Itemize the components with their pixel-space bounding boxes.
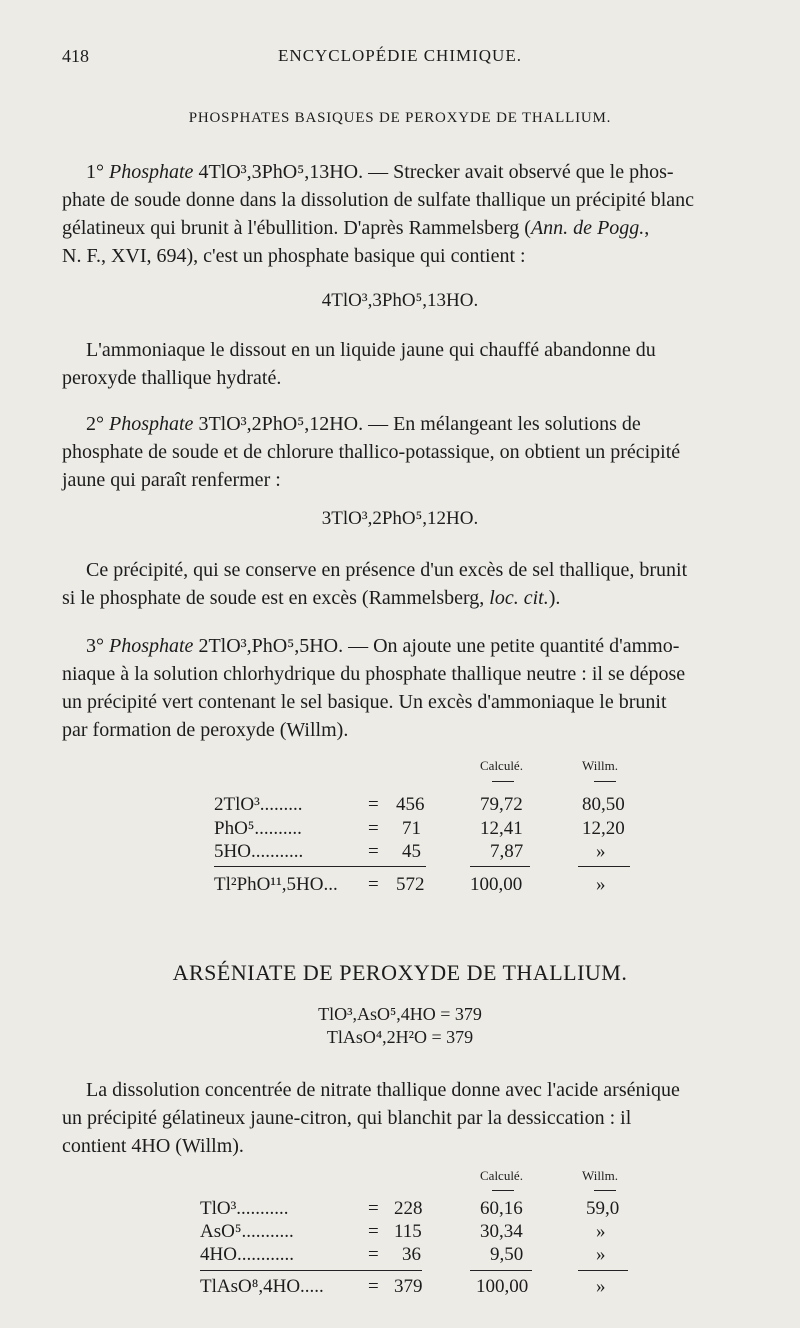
calculated-value: 100,00 bbox=[470, 874, 523, 895]
weight-value: 379 bbox=[394, 1276, 423, 1297]
paragraph-line bbox=[62, 410, 780, 438]
equals-sign: = bbox=[368, 841, 379, 862]
header-dash bbox=[492, 1190, 514, 1191]
paragraph-phosphate-3 bbox=[62, 632, 780, 744]
paragraph-line: L'ammoniaque le dissout en un liquide jaune qui chauffé abandonne du bbox=[86, 339, 656, 361]
equals-sign: = bbox=[368, 818, 379, 839]
text-span: — En mélangeant les solutions de bbox=[368, 413, 641, 435]
section-title-arseniate: ARSÉNIATE DE PEROXYDE DE THALLIUM. bbox=[172, 960, 628, 985]
paragraph-phosphate-2 bbox=[62, 410, 780, 494]
paragraph-line: phosphate de soude et de chlorure thallico-potassique, on obtient un précipité bbox=[62, 441, 681, 463]
item-number: 1° bbox=[86, 161, 104, 183]
formula-inline: 3TlO³,2PhO⁵,12HO. bbox=[198, 413, 364, 435]
text-span: ). bbox=[548, 587, 561, 609]
text-span: — Strecker avait observé que le phos- bbox=[368, 161, 674, 183]
formula-inline: 4TlO³,3PhO⁵,13HO. bbox=[198, 161, 364, 183]
item-number: 2° bbox=[86, 413, 104, 435]
header-dash bbox=[594, 781, 616, 782]
row-label: TlO³........... bbox=[200, 1198, 289, 1219]
item-number: 3° bbox=[86, 635, 104, 657]
row-label: PhO⁵.......... bbox=[214, 818, 302, 839]
row-label: Tl²PhO¹¹,5HO... bbox=[214, 874, 338, 895]
measured-value: » bbox=[596, 1221, 606, 1242]
paragraph-arseniate bbox=[62, 1076, 780, 1160]
column-header-willm: Willm. bbox=[582, 758, 618, 773]
text-span: gélatineux qui brunit à l'ébullition. D'après Rammelsberg ( bbox=[62, 217, 531, 239]
calculated-value: 7,87 bbox=[490, 841, 524, 862]
equals-sign: = bbox=[368, 1221, 379, 1242]
row-label: AsO⁵........... bbox=[200, 1221, 294, 1242]
equals-sign: = bbox=[368, 874, 379, 895]
header-dash bbox=[594, 1190, 616, 1191]
compound-name: Phosphate bbox=[109, 413, 194, 435]
equals-sign: = bbox=[368, 1198, 379, 1219]
measured-value: 12,20 bbox=[582, 818, 625, 839]
weight-value: 572 bbox=[396, 874, 425, 895]
paragraph-line: un précipité vert contenant le sel basique. Un excès d'ammoniaque le brunit bbox=[62, 691, 667, 713]
text-span: si le phosphate de soude est en excès (Rammelsberg, bbox=[62, 587, 490, 609]
paragraph-line: peroxyde thallique hydraté. bbox=[62, 367, 282, 389]
formula-centered-3a: TlO³,AsO⁵,4HO = 379 bbox=[318, 1004, 482, 1024]
paragraph-line: phate de soude donne dans la dissolution de sulfate thallique un précipité blanc bbox=[62, 189, 695, 211]
weight-value: 115 bbox=[394, 1221, 422, 1242]
weight-value: 36 bbox=[402, 1244, 421, 1265]
column-header-calcule: Calculé. bbox=[480, 1168, 523, 1183]
column-header-calcule: Calculé. bbox=[480, 758, 523, 773]
sum-rule bbox=[578, 866, 630, 867]
paragraph-precipite bbox=[62, 556, 780, 612]
row-label: 5HO........... bbox=[214, 841, 304, 862]
paragraph-line: jaune qui paraît renfermer : bbox=[62, 469, 281, 491]
paragraph-line: par formation de peroxyde (Willm). bbox=[62, 719, 349, 741]
paragraph-phosphate-1 bbox=[62, 158, 780, 270]
paragraph-line: niaque à la solution chlorhydrique du phosphate thallique neutre : il se dépose bbox=[62, 663, 686, 685]
weight-value: 45 bbox=[402, 841, 421, 862]
equals-sign: = bbox=[368, 794, 379, 815]
row-label: TlAsO⁸,4HO..... bbox=[200, 1276, 324, 1297]
row-label: 4HO............ bbox=[200, 1244, 294, 1265]
compound-name: Phosphate bbox=[109, 161, 194, 183]
calculated-value: 9,50 bbox=[490, 1244, 524, 1265]
paragraph-line: un précipité gélatineux jaune-citron, qui blanchit par la dessiccation : il bbox=[62, 1107, 632, 1129]
measured-value: 80,50 bbox=[582, 794, 625, 815]
measured-value: » bbox=[596, 841, 606, 862]
equals-sign: = bbox=[368, 1244, 379, 1265]
paragraph-ammoniaque bbox=[62, 336, 780, 392]
weight-value: 71 bbox=[402, 818, 421, 839]
measured-value: 59,0 bbox=[586, 1198, 620, 1219]
section-title-phosphates: PHOSPHATES BASIQUES DE PEROXYDE DE THALLIUM. bbox=[188, 110, 612, 126]
row-label: 2TlO³......... bbox=[214, 794, 303, 815]
paragraph-line: contient 4HO (Willm). bbox=[62, 1135, 244, 1157]
text-span: — On ajoute une petite quantité d'ammo- bbox=[348, 635, 680, 657]
paragraph-line bbox=[62, 158, 780, 186]
paragraph-line bbox=[62, 214, 780, 242]
text-span: , bbox=[644, 217, 650, 239]
sum-rule bbox=[214, 866, 426, 867]
citation-italic: Ann. de Pogg. bbox=[530, 217, 645, 239]
calculated-value: 79,72 bbox=[480, 794, 523, 815]
calculated-value: 12,41 bbox=[480, 818, 523, 839]
paragraph-line: Ce précipité, qui se conserve en présence d'un excès de sel thallique, brunit bbox=[86, 559, 688, 581]
formula-centered-2: 3TlO³,2PhO⁵,12HO. bbox=[321, 508, 479, 529]
compound-name: Phosphate bbox=[109, 635, 194, 657]
sum-rule bbox=[470, 1270, 532, 1271]
citation-italic: loc. cit. bbox=[489, 587, 549, 609]
paragraph-line: N. F., XVI, 694), c'est un phosphate basique qui contient : bbox=[62, 245, 526, 267]
measured-value: » bbox=[596, 874, 606, 895]
calculated-value: 30,34 bbox=[480, 1221, 523, 1242]
sum-rule bbox=[200, 1270, 422, 1271]
sum-rule bbox=[578, 1270, 628, 1271]
measured-value: » bbox=[596, 1276, 606, 1297]
weight-value: 228 bbox=[394, 1198, 423, 1219]
running-title: ENCYCLOPÉDIE CHIMIQUE. bbox=[278, 46, 522, 65]
page-number: 418 bbox=[62, 46, 89, 66]
calculated-value: 60,16 bbox=[480, 1198, 523, 1219]
paragraph-line bbox=[62, 584, 780, 612]
header-dash bbox=[492, 781, 514, 782]
weight-value: 456 bbox=[396, 794, 425, 815]
formula-inline: 2TlO³,PhO⁵,5HO. bbox=[198, 635, 344, 657]
paragraph-line: La dissolution concentrée de nitrate thallique donne avec l'acide arsénique bbox=[86, 1079, 680, 1101]
equals-sign: = bbox=[368, 1276, 379, 1297]
sum-rule bbox=[470, 866, 530, 867]
column-header-willm: Willm. bbox=[582, 1168, 618, 1183]
measured-value: » bbox=[596, 1244, 606, 1265]
paragraph-line bbox=[62, 632, 780, 660]
calculated-value: 100,00 bbox=[476, 1276, 529, 1297]
formula-centered-1: 4TlO³,3PhO⁵,13HO. bbox=[321, 290, 479, 311]
formula-centered-3b: TlAsO⁴,2H²O = 379 bbox=[326, 1027, 474, 1047]
